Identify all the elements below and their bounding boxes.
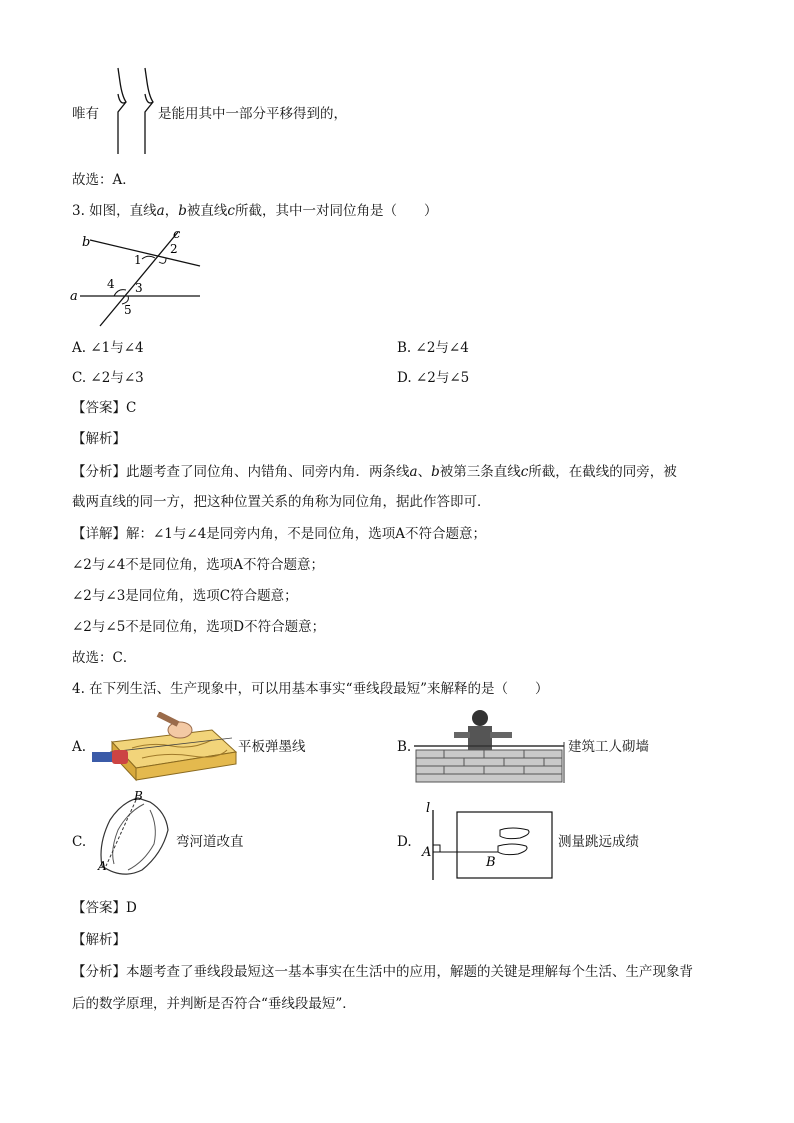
q3-option-b: B. ∠2与∠4	[397, 340, 469, 356]
q4-d-fig-l: l	[426, 801, 431, 816]
q3-option-a: A. ∠1与∠4	[72, 340, 144, 356]
q4-option-d-text: 测量跳远成绩	[558, 834, 639, 850]
q3-analysis-c: c	[520, 464, 529, 480]
q3-analysis-line-1	[72, 462, 677, 482]
q3-fig-1: 1	[134, 253, 142, 267]
top-prefix: 唯有	[72, 106, 99, 122]
q4-option-b-text: 建筑工人砌墙	[568, 739, 649, 755]
q3-analysis-3: 所截，在截线的同旁，被	[528, 464, 677, 480]
q3-fig-3: 3	[135, 281, 143, 295]
q3-analysis-b: b	[431, 464, 440, 480]
q4-c-river-picture	[92, 790, 178, 886]
q4-option-a-letter: A.	[72, 739, 87, 755]
q3-fig-c: c	[173, 228, 181, 242]
q3-option-c: C. ∠2与∠3	[72, 370, 144, 386]
q4-analysis-line-1: 【分析】本题考查了垂线段最短这一基本事实在生活中的应用，解题的关键是理解每个生活、生产现象背	[72, 964, 693, 980]
q3-comma: ，	[164, 203, 179, 219]
q3-stem-3: 所截，其中一对同位角是（ ）	[234, 203, 438, 219]
q3-analysis-2: 被第三条直线	[439, 464, 521, 480]
q3-fig-4: 4	[107, 277, 115, 291]
q3-conclusion: 故选：C．	[72, 650, 137, 666]
q4-d-fig-b: B	[486, 855, 496, 870]
q3-fig-2: 2	[170, 242, 178, 256]
q4-a-chalk-line-picture	[92, 712, 242, 782]
q4-option-c-text: 弯河道改直	[176, 834, 244, 850]
q3-var-a: a	[156, 203, 165, 219]
q4-option-c-letter: C.	[72, 834, 87, 850]
q3-analysis-title: 【解析】	[72, 431, 126, 447]
q3-fig-5: 5	[124, 303, 132, 317]
q3-analysis-line-2: 截两直线的同一方，把这种位置关系的角称为同位角，据此作答即可．	[72, 494, 491, 510]
q4-option-b-letter: B.	[397, 739, 412, 755]
q3-detail-1: 【详解】解：∠1与∠4是同旁内角，不是同位角，选项A不符合题意；	[72, 526, 487, 542]
q3-detail-4: ∠2与∠5不是同位角，选项D不符合题意；	[72, 619, 326, 635]
q3-lines-figure	[70, 228, 210, 328]
q3-var-b: b	[178, 203, 187, 219]
q3-analysis-1: 【分析】此题考查了同位角、内错角、同旁内角．两条线	[72, 464, 410, 480]
top-conclusion: 故选：A．	[72, 172, 136, 188]
q4-stem: 4. 在下列生活、生产现象中，可以用基本事实“垂线段最短”来解释的是（ ）	[72, 681, 549, 697]
q3-fig-b: b	[82, 235, 91, 250]
q4-answer: 【答案】D	[72, 900, 137, 916]
hook-shapes-figure	[110, 66, 162, 156]
q4-c-fig-a: A	[98, 859, 107, 873]
q3-option-d: D. ∠2与∠5	[397, 370, 470, 386]
q3-detail-3: ∠2与∠3是同位角，选项C符合题意；	[72, 588, 298, 604]
top-suffix: 是能用其中一部分平移得到的，	[158, 106, 347, 122]
q4-analysis-title: 【解析】	[72, 932, 126, 948]
q4-c-fig-b: B	[134, 790, 143, 803]
q4-d-long-jump-picture	[420, 800, 556, 882]
q3-stem-2: 被直线	[186, 203, 228, 219]
q3-stem-1: 3. 如图，直线	[72, 203, 157, 219]
q4-b-bricklayer-picture	[414, 708, 566, 783]
q3-analysis-sep: 、	[417, 464, 432, 480]
q3-var-c: c	[227, 203, 235, 219]
q4-d-fig-a: A	[422, 845, 432, 860]
q3-detail-2: ∠2与∠4不是同位角，选项A不符合题意；	[72, 557, 325, 573]
q3-stem	[72, 201, 437, 221]
q4-analysis-line-2: 后的数学原理，并判断是否符合“垂线段最短”．	[72, 996, 356, 1012]
q3-analysis-a: a	[409, 464, 418, 480]
q4-option-a-text: 平板弹墨线	[238, 739, 306, 755]
q3-answer: 【答案】C	[72, 400, 137, 416]
q3-fig-a: a	[70, 289, 78, 304]
q4-option-d-letter: D.	[397, 834, 412, 850]
